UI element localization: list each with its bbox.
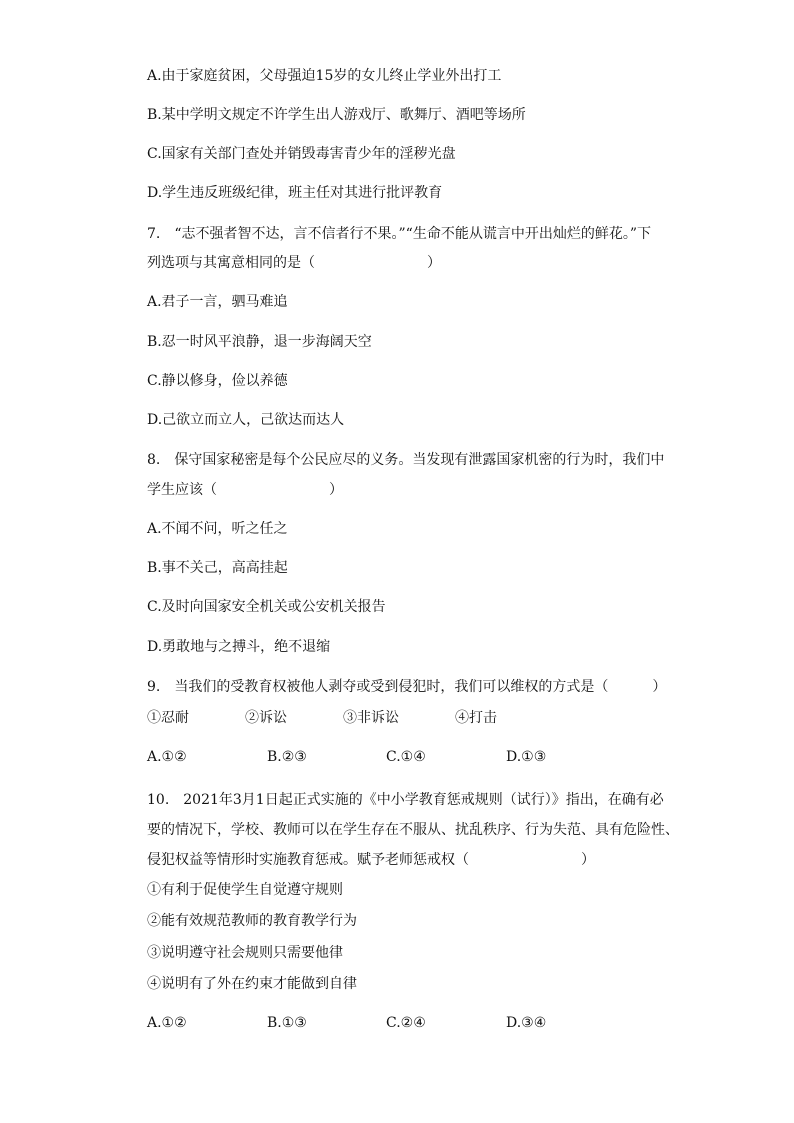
q10-option-a: A.①② (147, 1015, 187, 1031)
q6-option-a: A.由于家庭贫困，父母强迫15岁的女儿终止学业外出打工 (147, 68, 502, 84)
q9-items-row (147, 708, 497, 728)
q7-option-a: A.君子一言，驷马难追 (147, 294, 288, 310)
q10-stem-line2: 要的情况下，学校、教师可以在学生存在不服从、扰乱秩序、行为失范、具有危险性、 (147, 822, 679, 838)
q8-option-d: D.勇敢地与之搏斗，绝不退缩 (147, 639, 331, 655)
q8-close-paren: ） (329, 482, 343, 498)
q8-stem-line1: 8. 保守国家秘密是每个公民应尽的义务。当发现有泄露国家机密的行为时，我们中 (147, 452, 665, 468)
q6-option-c: C.国家有关部门查处并销毁毒害青少年的淫秽光盘 (147, 146, 456, 162)
q9-item-3: ③非诉讼 (343, 710, 399, 726)
q8-stem-line2 (147, 480, 343, 500)
q10-option-b: B.①③ (267, 1015, 307, 1031)
q9-item-1: ①忍耐 (147, 710, 189, 726)
q7-option-d: D.己欲立而立人，己欲达而达人 (147, 412, 345, 428)
q9-item-2: ②诉讼 (245, 710, 287, 726)
q6-option-b: B.某中学明文规定不许学生出人游戏厅、歌舞厅、酒吧等场所 (147, 107, 526, 123)
q7-close-paren: ） (427, 255, 441, 271)
q10-stem-text: 侵犯权益等情形时实施教育惩戒。赋予老师惩戒权（ (147, 852, 469, 868)
q9-option-d: D.①③ (506, 749, 547, 765)
q10-stem-line3 (147, 850, 595, 870)
q9-options-row (147, 747, 546, 767)
q9-stem-text: 9. 当我们的受教育权被他人剥夺或受到侵犯时，我们可以维权的方式是（ (147, 679, 609, 695)
q10-close-paren: ） (581, 852, 595, 868)
q7-stem-line1: 7. “志不强者智不达，言不信者行不果。”“生命不能从谎言中开出灿烂的鲜花。”下 (147, 226, 651, 242)
q8-option-a: A.不闻不问，听之任之 (147, 521, 288, 537)
q7-option-b: B.忍一时风平浪静，退一步海阔天空 (147, 334, 372, 350)
q7-stem-line2 (147, 253, 441, 273)
q9-option-c: C.①④ (386, 749, 426, 765)
q10-item-4: ④说明有了外在约束才能做到自律 (147, 976, 357, 992)
q10-item-1: ①有利于促使学生自觉遵守规则 (147, 882, 343, 898)
q6-option-d: D.学生违反班级纪律，班主任对其进行批评教育 (147, 185, 443, 201)
q10-item-2: ②能有效规范教师的教育教学行为 (147, 913, 357, 929)
q9-item-4: ④打击 (455, 710, 497, 726)
q8-stem-text: 学生应该（ (147, 482, 217, 498)
q9-option-b: B.②③ (267, 749, 307, 765)
q9-stem-line1 (147, 677, 666, 697)
q7-option-c: C.静以修身，俭以养德 (147, 373, 288, 389)
q9-option-a: A.①② (147, 749, 187, 765)
q8-option-c: C.及时向国家安全机关或公安机关报告 (147, 599, 386, 615)
q10-item-3: ③说明遵守社会规则只需要他律 (147, 945, 343, 961)
q8-option-b: B.事不关己，高高挂起 (147, 560, 288, 576)
q7-stem-text: 列选项与其寓意相同的是（ (147, 255, 315, 271)
q10-options-row (147, 1013, 546, 1033)
q10-option-c: C.②④ (386, 1015, 426, 1031)
q10-stem-line1: 10. 2021年3月1日起正式实施的《中小学教育惩戒规则（试行）》指出，在确有必 (147, 792, 664, 808)
q10-option-d: D.③④ (506, 1015, 547, 1031)
q9-close-paren: ） (652, 679, 667, 695)
